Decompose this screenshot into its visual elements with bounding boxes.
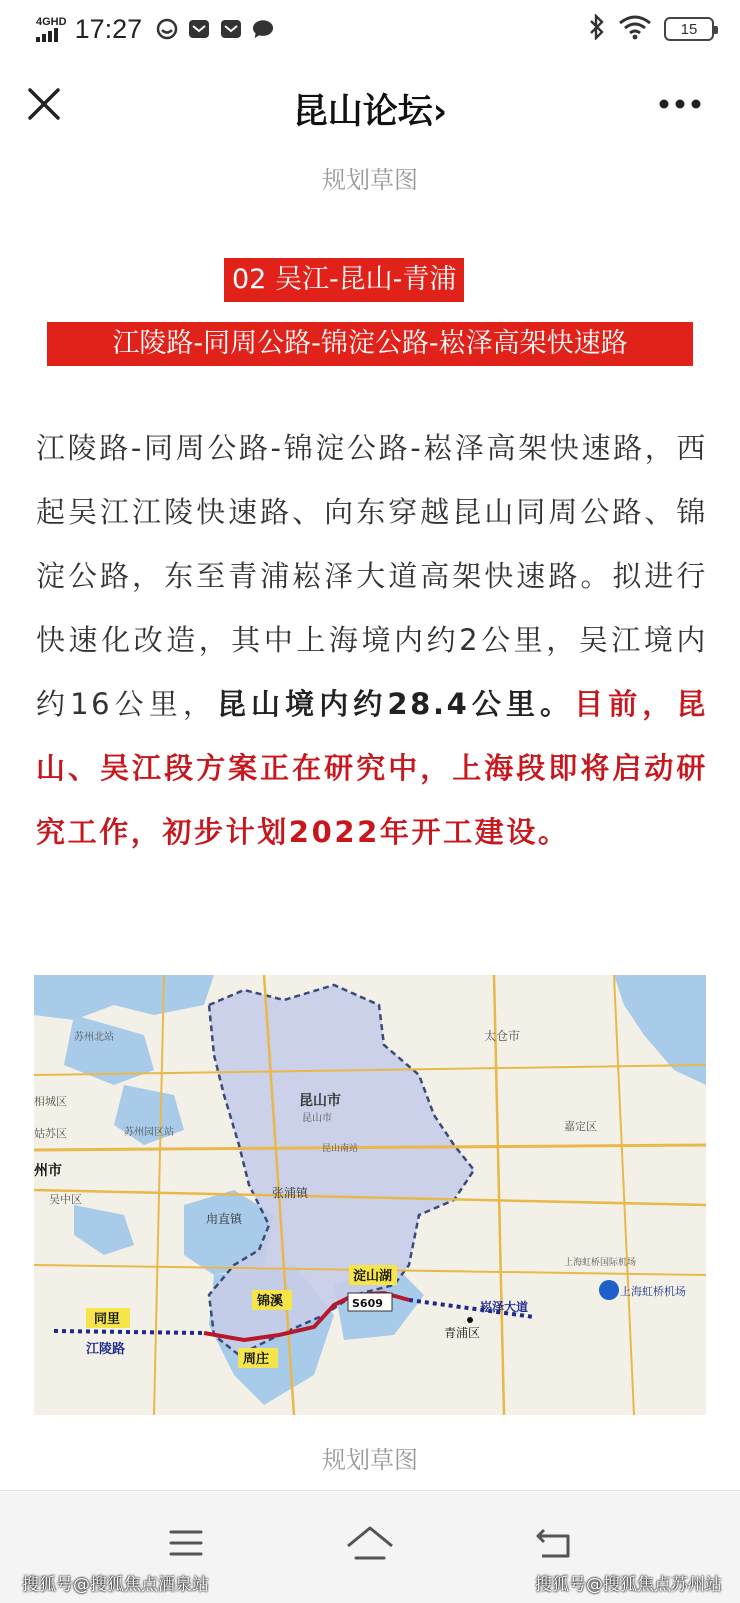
nav-bar xyxy=(0,62,740,158)
suzhou-city-label: 州市 xyxy=(34,1163,62,1179)
watermark-left: 搜狐号@搜狐焦点酒泉站 xyxy=(22,1575,209,1595)
wifi-icon xyxy=(618,14,652,45)
airport-label: 上海虹桥机场 xyxy=(620,1285,686,1298)
jinxi-label: 锦溪 xyxy=(257,1294,284,1309)
home-button[interactable] xyxy=(342,1515,398,1571)
airport-icon xyxy=(599,1280,619,1300)
chat-notification-icon xyxy=(252,18,274,40)
kunshan-city-small-label: 昆山市 xyxy=(302,1113,332,1124)
more-icon xyxy=(656,92,704,116)
bluetooth-icon xyxy=(588,14,606,45)
battery-level: 15 xyxy=(680,20,698,38)
image-caption-bottom: 规划草图 xyxy=(322,1446,418,1474)
image-caption-top: 规划草图 xyxy=(322,166,418,194)
chevron-right-icon: › xyxy=(432,92,448,132)
article-paragraph xyxy=(36,416,708,864)
xiangcheng-label: 相城区 xyxy=(34,1095,67,1108)
dianshanhu-label: 淀山湖 xyxy=(353,1269,393,1284)
jiading-label: 嘉定区 xyxy=(564,1120,597,1133)
back-icon xyxy=(534,1526,574,1560)
suzhou-north-label: 苏州北站 xyxy=(74,1032,114,1043)
mail-notification-icon xyxy=(188,18,210,40)
wuzhong-label: 吴中区 xyxy=(49,1193,82,1206)
account-name: 昆山论坛 xyxy=(292,92,433,132)
planning-map[interactable] xyxy=(34,975,706,1415)
qingpu-marker xyxy=(467,1317,473,1323)
yongzhi-label: 甪直镇 xyxy=(206,1212,243,1226)
more-button[interactable] xyxy=(656,92,704,116)
zhouzhuang-label: 周庄 xyxy=(243,1352,270,1367)
account-title[interactable] xyxy=(0,84,740,134)
menu-icon xyxy=(168,1528,204,1558)
tongli-label: 同里 xyxy=(94,1312,121,1327)
mail-notification-icon-2 xyxy=(220,18,242,40)
route-heading: 江陵路-同周公路-锦淀公路-崧泽高架快速路 xyxy=(47,322,693,366)
qingpu-label: 青浦区 xyxy=(444,1326,481,1340)
home-icon xyxy=(344,1524,396,1562)
system-nav-bar xyxy=(0,1490,740,1603)
jiangling-label: 江陵路 xyxy=(86,1342,126,1357)
status-bar xyxy=(0,0,740,58)
hongqiao-intl-label: 上海虹桥国际机场 xyxy=(564,1258,637,1268)
menu-button[interactable] xyxy=(158,1515,214,1571)
watermark-right: 搜狐号@搜狐焦点苏州站 xyxy=(535,1575,722,1595)
zhangpu-label: 张浦镇 xyxy=(272,1186,309,1200)
network-type: 4GHD xyxy=(36,15,67,28)
back-button[interactable] xyxy=(526,1515,582,1571)
kunshan-city-label: 昆山市 xyxy=(299,1093,341,1109)
kunshan-south-label: 昆山南站 xyxy=(322,1144,359,1154)
signal-icon xyxy=(36,28,58,42)
signal-indicator xyxy=(36,17,67,42)
article-plain-text: 江陵路-同周公路-锦淀公路-崧泽高架快速路，西起吴江江陵快速路、向东穿越昆山同周公路、锦淀公路，东至青浦崧泽大道高架快速路。拟进行快速化改造，其中上海境内约2公里，吴江境内约16公里， xyxy=(36,431,708,721)
article-red-text: 目前，昆山、吴江段方案正在研究中，上海段即将启动研究工作，初步计划2022年开工建设。 xyxy=(36,687,708,849)
section-heading: 02 吴江-昆山-青浦 xyxy=(224,258,464,302)
suzhou-park-label: 苏州园区站 xyxy=(124,1127,174,1138)
songze-label: 崧泽大道 xyxy=(480,1300,529,1314)
article-bold-text: 昆山境内约28.4公里。 xyxy=(216,687,575,721)
status-time: 17:27 xyxy=(74,13,143,44)
gusu-label: 姑苏区 xyxy=(34,1127,67,1140)
battery-indicator xyxy=(664,17,714,41)
road-code-label: S609 xyxy=(352,1297,383,1310)
weibo-notification-icon xyxy=(156,18,178,40)
taicang-label: 太仓市 xyxy=(484,1029,521,1043)
